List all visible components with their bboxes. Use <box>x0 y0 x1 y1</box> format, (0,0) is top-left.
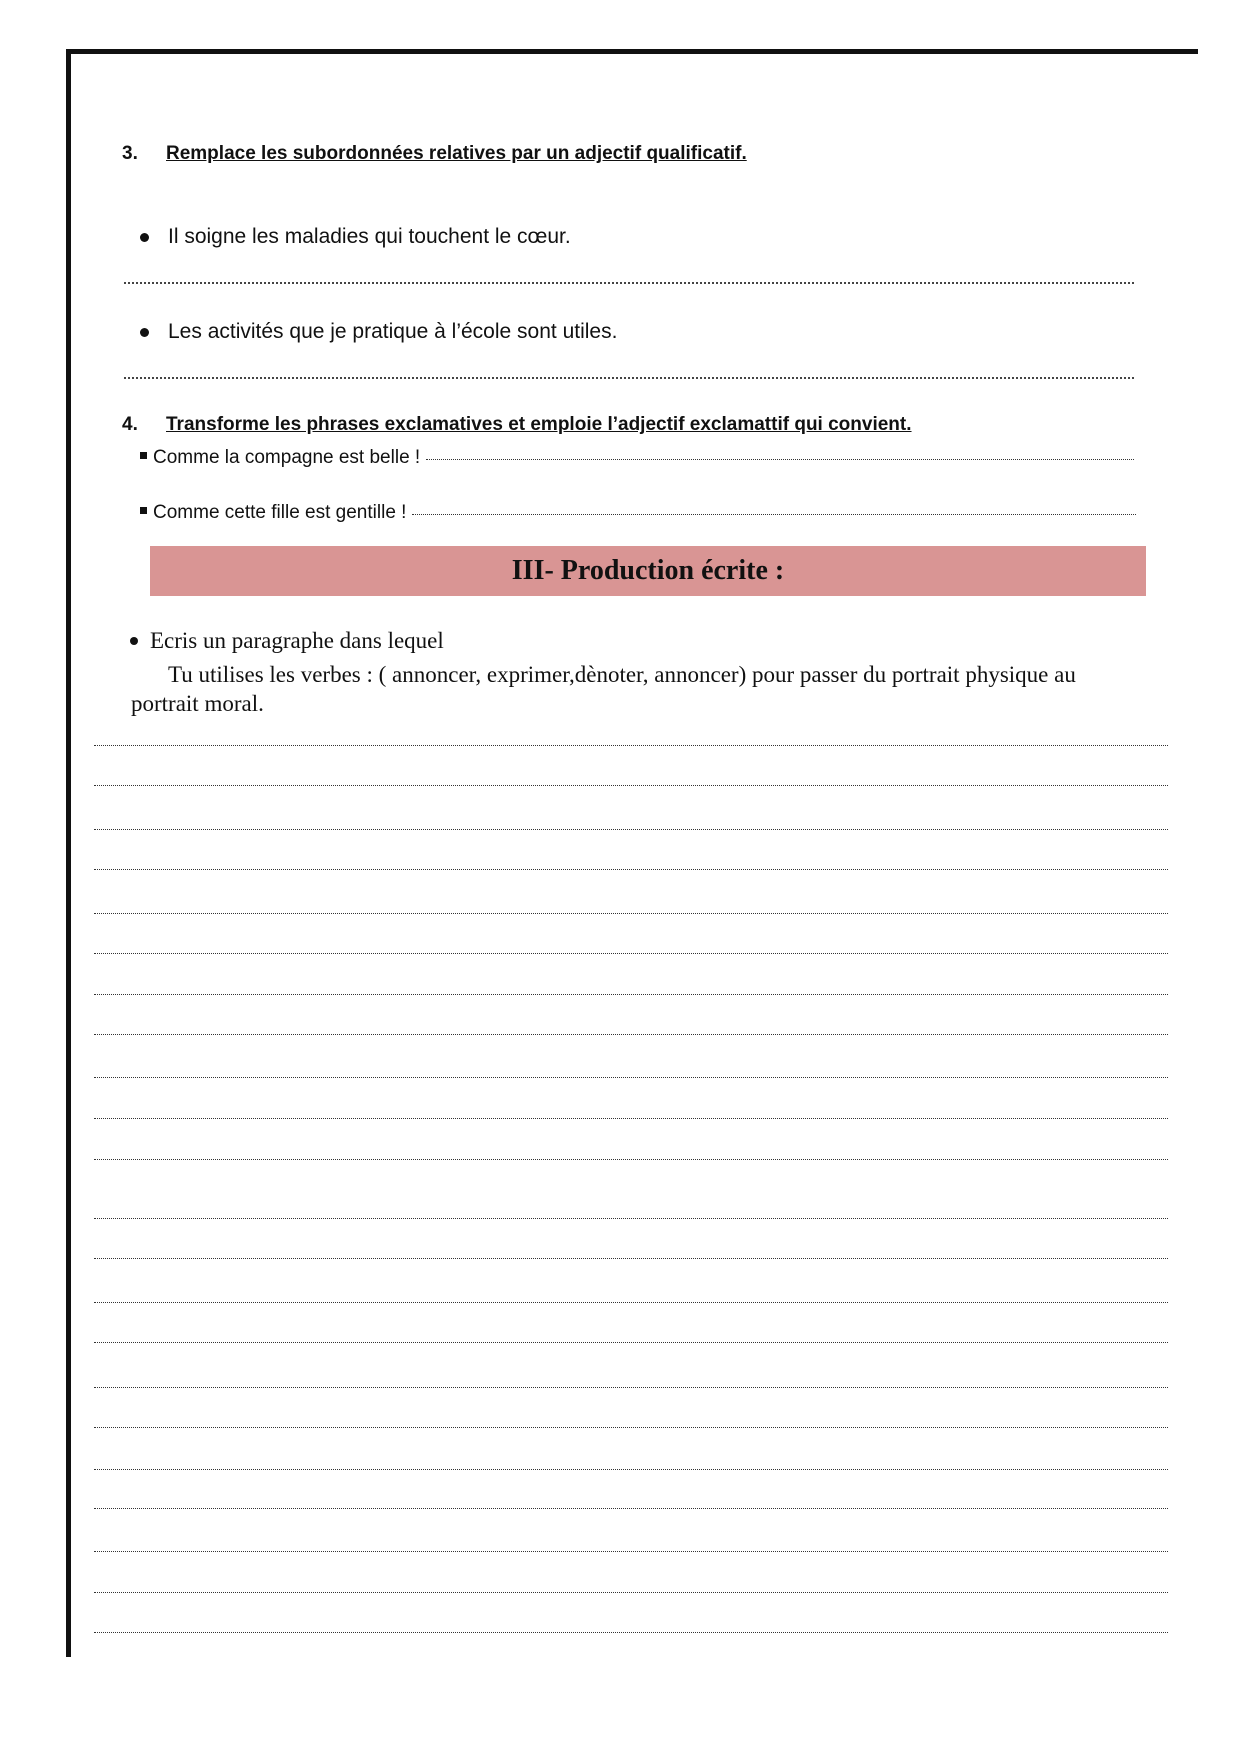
section-heading: III- Production écrite : <box>511 555 785 586</box>
exercise-4-title: Transforme les phrases exclamatives et emploie l’adjectif exclamattif qui convient. <box>166 414 912 435</box>
bullet-icon <box>140 328 149 337</box>
writing-line[interactable] <box>94 913 1168 914</box>
square-bullet-icon <box>140 452 147 459</box>
bullet-icon <box>140 233 149 242</box>
writing-line[interactable] <box>94 1469 1168 1470</box>
exercise-4-heading <box>122 414 912 436</box>
exercise-4-item-text: Comme la compagne est belle ! <box>153 447 421 468</box>
writing-line[interactable] <box>94 1218 1168 1219</box>
exercise-4-number: 4. <box>122 414 138 435</box>
exercise-4-item <box>140 502 1136 524</box>
writing-line[interactable] <box>94 1034 1168 1035</box>
writing-line[interactable] <box>94 953 1168 954</box>
writing-line[interactable] <box>94 785 1168 786</box>
writing-line[interactable] <box>94 1551 1168 1552</box>
page-frame-left-border <box>66 49 71 1657</box>
answer-line[interactable] <box>412 514 1136 515</box>
production-instruction-text: Ecris un paragraphe dans lequel <box>150 628 444 653</box>
writing-line[interactable] <box>94 869 1168 870</box>
production-details: Tu utilises les verbes : ( annoncer, exprimer,dènoter, annoncer) pour passer du portrait physique au portrait moral. <box>131 662 1076 716</box>
exercise-3-heading <box>122 143 747 165</box>
writing-line[interactable] <box>94 1077 1168 1078</box>
exercise-4-item-text: Comme cette fille est gentille ! <box>153 502 407 523</box>
exercise-3-number: 3. <box>122 143 138 164</box>
section-banner <box>150 546 1146 596</box>
bullet-icon <box>130 637 138 645</box>
exercise-3-item-text: Il soigne les maladies qui touchent le cœur. <box>168 225 571 248</box>
writing-line[interactable] <box>94 1118 1168 1119</box>
writing-line[interactable] <box>94 745 1168 746</box>
writing-line[interactable] <box>94 1427 1168 1428</box>
writing-line[interactable] <box>94 1302 1168 1303</box>
production-instruction <box>130 628 444 654</box>
writing-line[interactable] <box>94 1632 1168 1633</box>
exercise-3-item <box>140 225 571 249</box>
exercise-4-item <box>140 447 1134 469</box>
writing-line[interactable] <box>94 1258 1168 1259</box>
page-frame-top-border <box>66 49 1198 54</box>
exercise-3-item-text: Les activités que je pratique à l’école sont utiles. <box>168 320 618 343</box>
writing-line[interactable] <box>94 1159 1168 1160</box>
square-bullet-icon <box>140 507 147 514</box>
writing-line[interactable] <box>94 829 1168 830</box>
writing-line[interactable] <box>94 1508 1168 1509</box>
writing-line[interactable] <box>94 1387 1168 1388</box>
writing-line[interactable] <box>94 1592 1168 1593</box>
answer-line[interactable] <box>426 459 1134 460</box>
writing-line[interactable] <box>94 994 1168 995</box>
exercise-3-title: Remplace les subordonnées relatives par un adjectif qualificatif. <box>166 143 747 164</box>
answer-line[interactable] <box>124 282 1134 284</box>
writing-line[interactable] <box>94 1342 1168 1343</box>
exercise-3-item <box>140 320 617 344</box>
answer-line[interactable] <box>124 377 1134 379</box>
